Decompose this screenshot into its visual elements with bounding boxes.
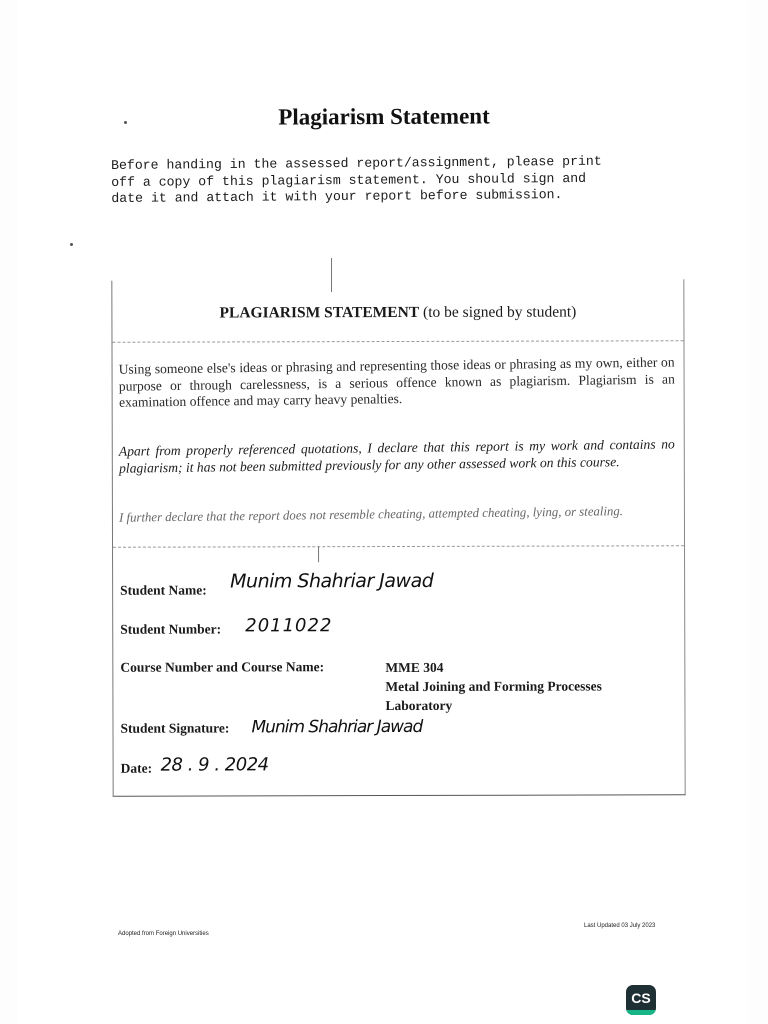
box-heading [112, 303, 683, 322]
scan-speck [70, 243, 73, 246]
camscanner-logo-stripe [626, 1010, 656, 1015]
box-heading-title: PLAGIARISM STATEMENT [219, 303, 420, 322]
course-value [385, 657, 602, 715]
instructions-line: date it and attach it with your report before submission. [111, 187, 563, 206]
course-label: Course Number and Course Name: [120, 659, 325, 675]
crop-mark [318, 546, 319, 562]
further-declaration-paragraph: I further declare that the report does not resemble cheating, attempted cheating, lying, or stealing. [118, 504, 624, 525]
instructions-line: Before handing in the assessed report/assignment, please print [111, 153, 602, 173]
signature-label: Student Signature: [120, 720, 230, 736]
student-name-handwritten: Munim Shahriar Jawad [230, 569, 434, 593]
student-signature: Munim Shahriar Jawad [251, 716, 423, 738]
student-number-label: Student Number: [120, 621, 222, 637]
declaration-paragraph: Apart from properly referenced quotations, I declare that this report is my work and contains no plagiarism; it has not been submitted previously for any other assessed work on this course. [118, 436, 675, 476]
definition-paragraph: Using someone else's ideas or phrasing and representing those ideas or phrasing as my own, either on purpose or through carelessness, is a serious offence known as plagiarism. Plagiarism is an examination offence and may carry heavy penalties. [118, 354, 675, 410]
date-handwritten: 28 . 9 . 2024 [160, 754, 269, 776]
course-number: MME 304 [385, 659, 444, 676]
box-divider [113, 545, 684, 547]
box-divider [112, 340, 683, 342]
instructions-line: off a copy of this plagiarism statement. You should sign and [111, 170, 587, 190]
footer-source: Adopted from Foreign Universities [118, 931, 209, 937]
instructions [111, 153, 666, 207]
course-name-line: Laboratory [385, 697, 453, 714]
box-heading-note: (to be signed by student) [423, 303, 577, 321]
student-number-handwritten: 2011022 [245, 615, 333, 637]
page-title: Plagiarism Statement [278, 103, 490, 130]
footer-updated: Last Updated 03 July 2023 [584, 923, 656, 929]
date-label: Date: [120, 760, 153, 776]
camscanner-logo-text: CS [631, 990, 651, 1006]
student-name-label: Student Name: [120, 582, 207, 598]
course-name-line: Metal Joining and Forming Processes [385, 678, 602, 695]
camscanner-logo-icon [626, 985, 656, 1015]
statement-box [111, 279, 685, 796]
